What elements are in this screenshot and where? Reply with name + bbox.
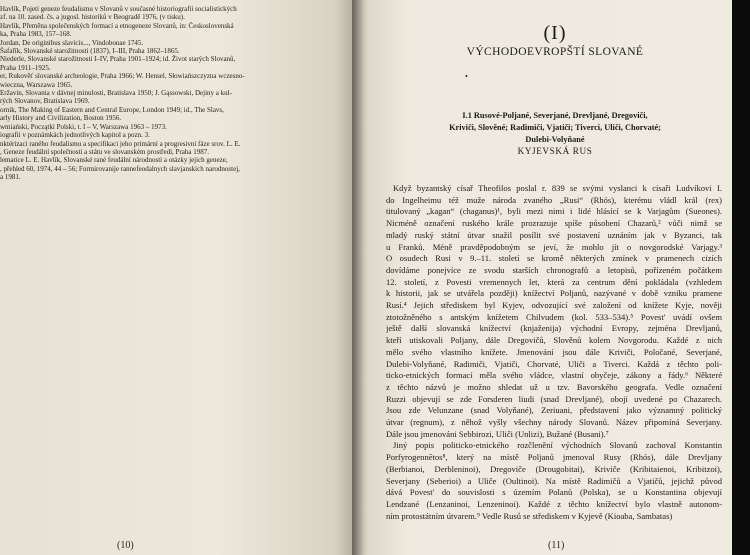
reference-line: wmiański, Początki Polski, t. I – V, Warszawa 1963 – 1973.: [0, 122, 167, 131]
body-text: [386, 183, 722, 522]
dark-background-edge: [732, 0, 750, 555]
reference-line: zf. na 10. zased. čs. a jugosl. historiků v Beogradě 1976, (v tisku).: [0, 13, 185, 22]
reference-line: Jordan, De originibus slavicis..., Vindobonae 1745.: [0, 38, 144, 47]
reference-line: , Geneze feudální společnosti a státu ve slovanském prostředí, Praha 1987.: [0, 147, 209, 156]
reference-list: [0, 5, 350, 182]
chapter-title: VÝCHODOEVROPŠTÍ SLOVANÉ: [466, 46, 644, 58]
body-text-line: kteří utiskovali Poljany, dále Dregovičů, Slověnů kolem Novgorodu. Každé z nich: [386, 335, 722, 346]
body-text-line: z těchto názvů je možno shledat už u tzv. Bavorského geografa. Vedle označení: [386, 381, 722, 392]
body-text-line: Jiný popis politicko-etnického rozčlenění východních Slovanů zachoval Konstantin: [393, 440, 722, 451]
reference-line: nktérizaci raného feudalismu a specifikaci jeho primární a progresivní fáze srov. L. E.: [0, 139, 241, 148]
body-text-line: mladý ruský státní útvar snažil posílit své postavení uznáním jak v Byzanci, tak: [386, 229, 722, 240]
reference-line: Havlík, Pojetí geneze feudalismu v Slovanů v současné historiografii socialistických: [0, 5, 237, 13]
section-subtitle: KYJEVSKÁ RUS: [517, 146, 593, 156]
body-text-line: Dulebi-Volyňané, Radimiči, Vjatiči, Chorvaté, Uliči a Tiverci. Každá z těchto poli-: [386, 358, 722, 369]
reference-line: Praha 1911–1925.: [0, 63, 51, 72]
body-text-line: ještě další slovanská knížectví (knjaženija) východní Evropy, zejména Drevljanů,: [386, 323, 722, 334]
body-text-line: Když byzantský císař Theofilos poslal r. 839 se svými vyslanci k císaři Ludvíkovi I.: [393, 183, 722, 193]
left-page-number: (10): [117, 540, 134, 551]
reference-line: Šafařík, Slovanské starožitnosti (1837), I–III, Praha 1862–1865.: [0, 47, 180, 56]
reference-line: ka, Praha 1983, 157–168.: [0, 30, 72, 39]
reference-line: , přehled 60, 1974, 44 – 56; Formirovanije rannefeodalnych slavjanskich narodnostej,: [0, 164, 240, 173]
printed-dot-mark: •: [465, 72, 468, 81]
body-text-line: Rusí.⁴ Jejich střediskem byl Kyjev, odvozující své založení od knížete Kyje, nověji: [386, 300, 722, 311]
body-text-line: Lendzané (Lenzaninoi, Lenzeninoi). Každé z těchto knížectví bylo vlastně autonom-: [386, 498, 722, 509]
chapter-number: (I): [543, 22, 567, 44]
body-text-line: Jsou zde Velunzane (snad Volyňané), Zeriuani, představení jako významný politický: [386, 405, 722, 416]
body-text-line: Severjany (Seberioi) a Uliče (Oultinoi). Na místě Radimičů a Vjatičů, jejichž původ: [386, 475, 722, 486]
reference-line: wieczna, Warszawa 1965.: [0, 80, 73, 89]
section-heading-line-1: I.1 Rusové-Poljané, Severjané, Drevljané, Dregoviči,: [462, 111, 648, 120]
reference-line: rých Slovanov, Bratislava 1969.: [0, 97, 90, 106]
body-text-line: do Ingelheimu též muže národa zvaného „Rusi“ (Rhós), kterému vládl král (rex): [386, 194, 722, 205]
body-text-line: ním protostátním útvarem.⁹ Vedle Rusů se střediskem v Kyjevě (Kioaba, Sambatas): [386, 510, 673, 521]
body-text-line: titulovaný „kagan“ (chaganus)¹, byli mezi nimi i lidé hlásící se k Varjagům (Sueones).: [386, 206, 722, 217]
reference-line: lematice L. E. Havlík, Slovanské rané feudální národnosti a otázky jejich geneze,: [0, 156, 228, 165]
body-text-line: u Franků. Méně pravděpodobným se jeví, že mohlo jít o novgorodské Varjagy.³: [386, 241, 722, 252]
reference-line: er, Rukověť slovanské archeologie, Praha 1966; W. Hensel, Słowiańszczyzna wczesno-: [0, 72, 245, 81]
body-text-line: O osudech Rusi v 9.–11. století se kromě některých zmínek v pramenech cizích: [386, 253, 722, 264]
section-heading-line-3: Dulebi-Volyňané: [525, 135, 585, 144]
section-heading-line-2: Kriviči, Slověné; Radimiči, Vjatiči; Tiverci, Uliči, Chorvaté;: [449, 123, 661, 132]
reference-line: Havlík, Přeměna společenských formací a etnogeneze Slovanů, in: Československá: [0, 21, 234, 30]
right-page-number: (11): [548, 540, 565, 551]
reference-line: a 1981.: [0, 173, 21, 182]
body-text-line: mělo svého vlastního knížete. Jmenování jsou dále Kriviči, Poločané, Severjané,: [386, 346, 722, 357]
body-text-line: k historii, jak se utvářela později) knížectví Poljanů, nazývané v době vzniku pramene: [386, 288, 722, 299]
body-text-line: 12. století, z Povesti vremennych let, která za centrum dění pokládala (vzhledem: [386, 276, 722, 287]
body-text-line: Porfyrogennētos⁸, který na místě Poljanů jmenoval Rusy (Rhós), dále Drevljany: [386, 452, 722, 463]
body-text-line: Nicméně označení ruského krále prozrazuje spíše působení Chazarů,² vůči nimž se: [386, 218, 722, 229]
reference-line: Eržavin, Slovania v dávnej minulosti, Bratislava 1950; J. Gąssowski, Dejiny a kul-: [0, 89, 232, 98]
body-text-line: dovídáme ponejvíce ze svodu starších chronografů a letopisů, pořízeném počátkem: [386, 264, 722, 275]
body-text-line: útvar (regnum), z něhož vyšly všechny národy Slovanů. Název připomíná Severjany.: [386, 417, 722, 428]
reference-line: arly History and Civilization, Boston 1956.: [0, 114, 122, 123]
reference-line: Niederle, Slovanské starožitnosti I–IV, Praha 1901–1924; id. Život starých Slovanů,: [0, 55, 236, 64]
body-text-line: Dále jsou jmenováni Sebbirozi, Uliči (Unlizi), Bužané (Busani).⁷: [386, 428, 609, 439]
body-text-line: Ruzzi objevují se zde Forsderen liudi (snad Drevljané), obojí uvedené po Chazarech.: [386, 393, 722, 404]
body-text-line: dává Povest' do souvislosti s územím Polanů (Polska), se u Konstantina objevují: [386, 487, 722, 498]
reference-line: ornik, The Making of Eastern and Central Europe, London 1949; id., The Slavs,: [0, 105, 224, 114]
body-text-line: ticko-etnických formací měla svého vládce, vlastní obyčeje, zákony a řády.⁶ Některé: [386, 370, 722, 381]
body-text-line: (Berbianoi, Derbleninoi), Dregoviče (Drougobitai), Kriviče (Kribitaienoi, Kribitzoi),: [386, 463, 722, 474]
body-text-line: ztotožněného s antským knížetem Chilvudem (kol. 533–534).⁵ Povest' uvádí ovšem: [386, 311, 722, 322]
reference-line: iografii v poznámkách jednotlivých kapitol a pozn. 3.: [0, 131, 150, 140]
left-page: [0, 0, 360, 555]
book-spine-shadow: [352, 0, 364, 555]
